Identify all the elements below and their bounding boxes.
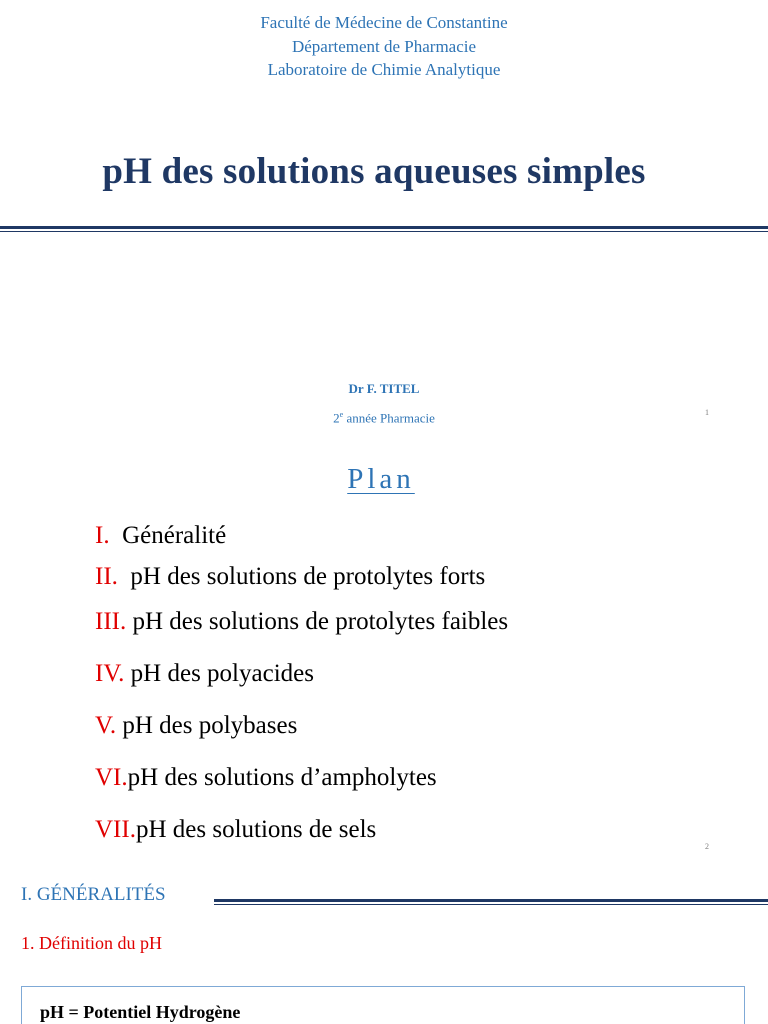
plan-item-numeral: II.	[95, 563, 118, 590]
author-name: Dr F. TITEL	[348, 381, 420, 396]
plan-item-6	[95, 764, 437, 792]
plan-item-7	[95, 816, 376, 844]
plan-item-text: pH des polyacides	[130, 660, 314, 687]
plan-item-numeral: VI.	[95, 764, 128, 791]
slide-number: 1	[705, 408, 709, 417]
year-text: année Pharmacie	[343, 410, 435, 426]
plan-item-numeral: V.	[95, 712, 117, 739]
year-number: 2	[333, 410, 340, 426]
institution-header	[0, 11, 768, 82]
plan-item-text: pH des solutions de sels	[135, 816, 377, 843]
document-title: pH des solutions aqueuses simples	[102, 151, 646, 192]
subsection-heading: 1. Définition du pH	[21, 933, 162, 953]
plan-item-numeral: IV.	[95, 660, 125, 687]
plan-item-text: pH des solutions de protolytes forts	[130, 563, 486, 590]
title-divider-thin	[0, 231, 768, 232]
plan-item-3	[95, 608, 508, 636]
section-divider	[214, 899, 768, 902]
plan-title	[0, 463, 762, 496]
section-heading: I. GÉNÉRALITÉS	[21, 884, 166, 905]
slide-number: 2	[705, 842, 709, 851]
plan-title-text: Plan	[347, 463, 415, 495]
plan-item-text: pH des solutions d’ampholytes	[127, 764, 437, 791]
department-line: Département de Pharmacie	[291, 36, 477, 56]
year-suffix: e	[339, 410, 344, 419]
plan-item-2	[95, 563, 485, 591]
plan-item-text: pH des solutions de protolytes faibles	[132, 608, 509, 635]
plan-item-numeral: VII.	[95, 816, 136, 843]
plan-item-text: pH des polybases	[122, 712, 298, 739]
definition-text: pH = Potentiel Hydrogène	[40, 1002, 241, 1022]
laboratory-line: Laboratoire de Chimie Analytique	[267, 60, 501, 79]
section-divider-thin	[214, 904, 768, 905]
plan-item-4	[95, 660, 314, 688]
plan-item-5	[95, 712, 297, 740]
plan-item-1	[95, 522, 226, 550]
plan-item-text: Généralité	[122, 522, 227, 549]
plan-item-numeral: I.	[95, 522, 110, 549]
academic-year	[0, 410, 768, 426]
faculty-line: Faculté de Médecine de Constantine	[260, 13, 508, 32]
plan-item-numeral: III.	[95, 608, 127, 635]
title-divider	[0, 226, 768, 229]
